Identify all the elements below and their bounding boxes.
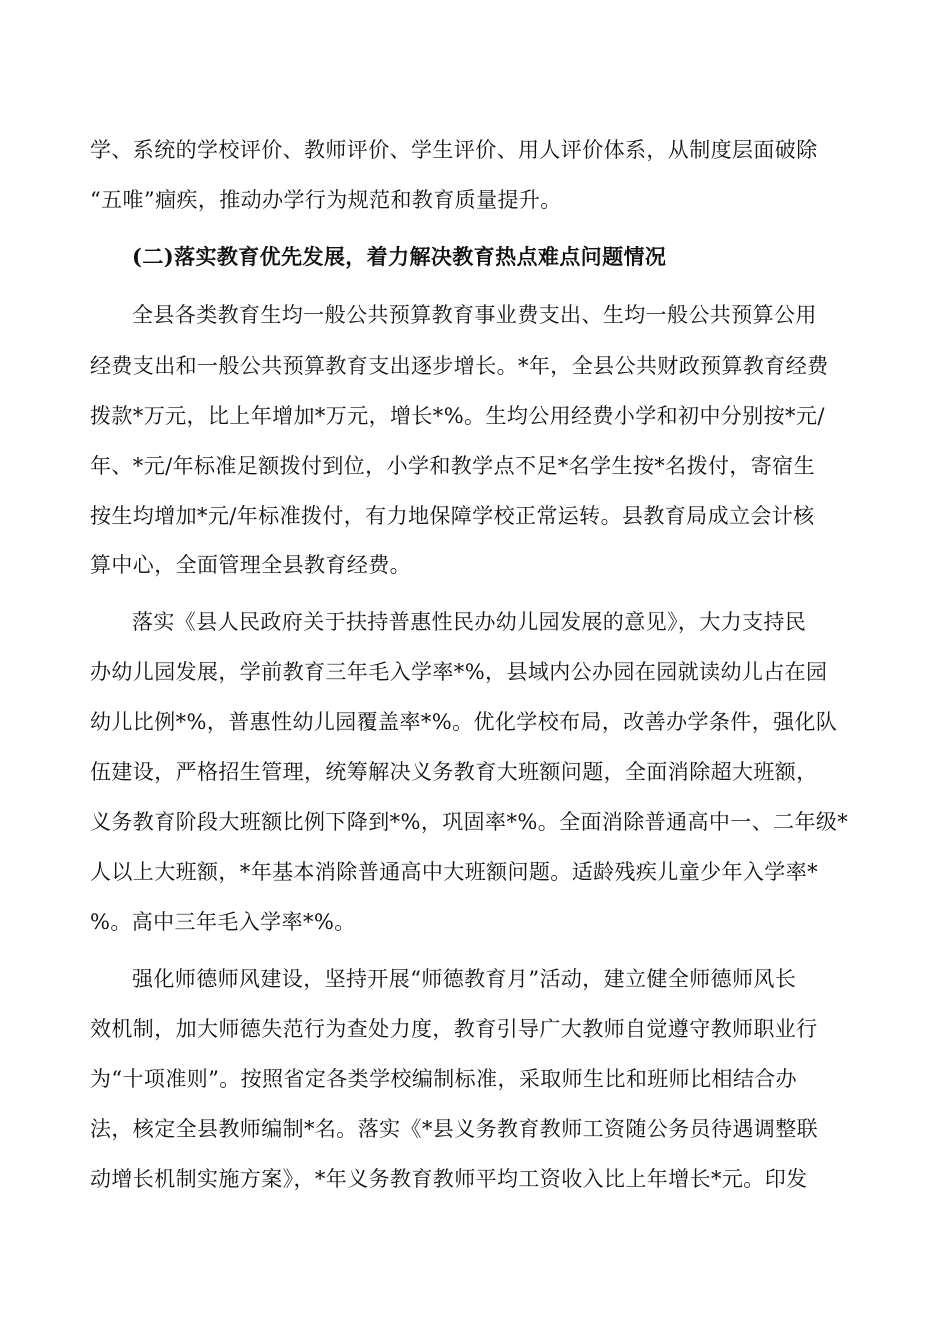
paragraph-2-line-7: %。高中三年毛入学率*%。 [90, 910, 356, 934]
paragraph-2-line-4: 伍建设，严格招生管理，统筹解决义务教育大班额问题，全面消除超大班额， [90, 760, 818, 784]
paragraph-3-line-2: 效机制，加大师德失范行为查处力度，教育引导广大教师自觉遵守教师职业行 [90, 1017, 818, 1041]
paragraph-2-line-2: 办幼儿园发展，学前教育三年毛入学率*%，县域内公办园在园就读幼儿占在园 [90, 660, 828, 684]
paragraph-3-line-1: 强化师德师风建设，坚持开展“师德教育月”活动，建立健全师德师风长 [132, 967, 797, 991]
paragraph-1-line-4: 年、*元/年标准足额拨付到位，小学和教学点不足*名学生按*名拨付，寄宿生 [90, 454, 815, 478]
paragraph-2-line-3: 幼儿比例*%，普惠性幼儿园覆盖率*%。优化学校布局，改善办学条件，强化队 [90, 710, 838, 734]
paragraph-2-line-5: 义务教育阶段大班额比例下降到*%，巩固率*%。全面消除普通高中一、二年级* [90, 810, 849, 834]
paragraph-1-line-1: 全县各类教育生均一般公共预算教育事业费支出、生均一般公共预算公用 [132, 303, 817, 327]
paragraph-3-line-4: 法，核定全县教师编制*名。落实《*县义务教育教师工资随公务员待遇调整联 [90, 1117, 818, 1141]
continuation-line-1: 学、系统的学校评价、教师评价、学生评价、用人评价体系，从制度层面破除 [90, 138, 818, 162]
section-heading: (二)落实教育优先发展，着力解决教育热点难点问题情况 [132, 244, 667, 269]
paragraph-1-line-3: 拨款*万元，比上年增加*万元，增长*%。生均公用经费小学和初中分别按*元/ [90, 404, 825, 428]
paragraph-2-line-1: 落实《县人民政府关于扶持普惠性民办幼儿园发展的意见》，大力支持民 [132, 610, 807, 634]
paragraph-2-line-6: 人以上大班额，*年基本消除普通高中大班额问题。适龄残疾儿童少年入学率* [90, 860, 818, 884]
continuation-line-2: “五唯”痼疾，推动办学行为规范和教育质量提升。 [90, 188, 562, 212]
paragraph-3-line-3: 为“十项准则”。按照省定各类学校编制标准，采取师生比和班师比相结合办 [90, 1067, 798, 1091]
paragraph-1-line-6: 算中心，全面管理全县教育经费。 [90, 553, 411, 577]
paragraph-3-line-5: 动增长机制实施方案》，*年义务教育教师平均工资收入比上年增长*元。印发 [90, 1167, 808, 1191]
paragraph-1-line-2: 经费支出和一般公共预算教育支出逐步增长。*年，全县公共财政预算教育经费 [90, 354, 829, 378]
paragraph-1-line-5: 按生均增加*元/年标准拨付，有力地保障学校正常运转。县教育局成立会计核 [90, 504, 815, 528]
